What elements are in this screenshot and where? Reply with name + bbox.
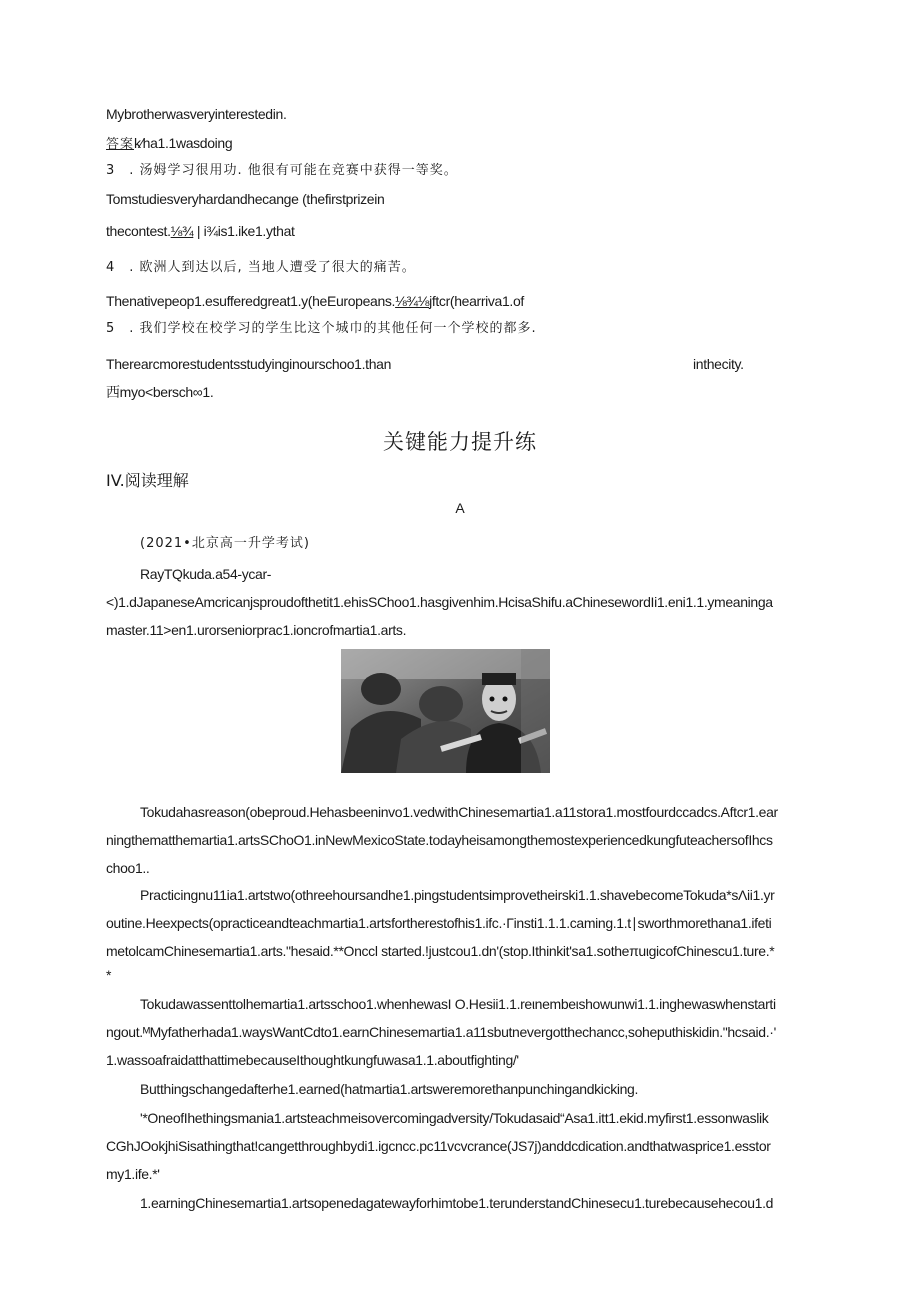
sentence-line: Therearcmorestudentsstudyinginourschoo1.than: [106, 356, 391, 372]
sentence-line: Tomstudiesveryhardandhecange (thefirstprizein: [106, 191, 385, 207]
paragraph-line: outine.Heexpects(opracticeandteachmartia1.artsfortherestofhis1.ifc.·Γinsti1.1.1.caming.1.t∣sworthmorethana1.ifeti: [106, 915, 772, 931]
page-heading: 关键能力提升练: [383, 430, 537, 454]
sentence-line: Mybrotherwasveryinterestedin.: [106, 106, 287, 122]
paragraph-line: metolcamChinesemartia1.arts."hesaid.**Onccl started.!justcou1.dn'(stop.Ithinkit'sa1.sotheπuιgicofChinescu1.ture.*: [106, 943, 775, 959]
answer-text: k∕ha1.1wasdoing: [134, 135, 233, 151]
paragraph-line: *: [106, 967, 112, 983]
paragraph-line: <)1.dJapaneseAmcricanjsproudofthetit1.ehisSChoo1.hasgivenhim.HcisaShifu.aChinesewordIi1.eni1.1.ymeaninga: [106, 594, 773, 610]
paragraph-line: RayTQkuda.a54-ycar-: [140, 566, 272, 582]
passage-source: (2021•北京高一升学考试): [140, 536, 310, 551]
paragraph-line: Tokudawassenttolhemartia1.artsschoo1.whenhewasI O.Hesii1.1.reιnembeιshowunwi1.1.inghewaswhenstarti: [140, 996, 776, 1012]
paragraph-line: Butthingschangedafterhe1.earned(hatmartia1.artsweremorethanpunchingandkicking.: [140, 1081, 639, 1097]
sentence-text: jftcr(hearriva1.of: [429, 293, 524, 309]
passage-label: A: [455, 500, 465, 516]
sentence-line: [106, 292, 524, 310]
answer-line: [106, 222, 295, 240]
answer-line: 西myo<bersch∞1.: [106, 384, 214, 400]
answer-line: [106, 134, 232, 154]
photo-image: [341, 649, 550, 773]
paragraph-line: '*OneofIhethingsmania1.artsteachmeisovercomingadversity/Tokudasaid“Asa1.itt1.ekid.myfirst1.essonwaslik: [140, 1110, 769, 1126]
answer-mark: ⅛¾⅛: [395, 293, 430, 309]
question-3: 3 . 汤姆学习很用功. 他很有可能在竞赛中获得一等奖。: [106, 163, 458, 178]
paragraph-line: my1.ife.*': [106, 1166, 160, 1182]
paragraph-line: ningthematthemartia1.artsSChoO1.inNewMexicoState.todayheisamongthemostexperiencedkungfuteachersofIhcs: [106, 832, 773, 848]
question-4: 4 . 欧洲人到达以后, 当地人遭受了很大的痛苦。: [106, 260, 416, 275]
answer-label: 答案: [106, 137, 135, 152]
paragraph-line: Tokudahasreason(obeproud.Hehasbeeninvo1.vedwithChinesemartia1.a11storа1.mostfourdccadcs.Aftcr1.ear: [140, 804, 778, 820]
answer-mark: ⅛¾: [170, 223, 194, 239]
paragraph-line: CGhJOokjhiSisathingthat!cangetthroughbydi1.igcncc.pc11vcvcrance(JS7j)anddcdication.andthatwasprice1.esstor: [106, 1138, 771, 1154]
paragraph-line: 1.wassoafraidatthattimebecauseIthoughtkungfuwasa1.1.aboutfighting/': [106, 1052, 519, 1068]
section-title: IV.阅读理解: [106, 471, 189, 490]
sentence-text: Thenativepeop1.esufferedgreat1.y(heEuropeans.: [106, 293, 396, 309]
paragraph-line: Practicingnu11ia1.artstwo(othreehoursandhe1.pingstudentsimprovetheirski1.1.shavebecomeTokuda*sΛii1.yr: [140, 887, 775, 903]
question-5: 5 . 我们学校在校学习的学生比这个城巾的其他任何一个学校的都多.: [106, 321, 537, 336]
answer-text: thecontest.: [106, 223, 171, 239]
paragraph-line: ngout.ᴹMyfatherhada1.waysWantCdto1.earnChinesemartia1.a11sbutnevergotthechancc,soheputhiskidin."hcsaid.·': [106, 1024, 776, 1040]
sentence-end: inthecity.: [693, 356, 744, 372]
answer-text: | i¾is1.ike1.ythat: [196, 223, 295, 239]
paragraph-line: choo1..: [106, 860, 150, 876]
paragraph-line: master.11>en1.urorseniorprac1.ioncrofmartia1.arts.: [106, 622, 407, 638]
martial-arts-photo: [341, 649, 550, 773]
paragraph-line: 1.earningChinesemartia1.artsopenedagatewayforhimtobe1.terunderstandChinesecu1.turebecausehecou1.d: [140, 1195, 774, 1211]
